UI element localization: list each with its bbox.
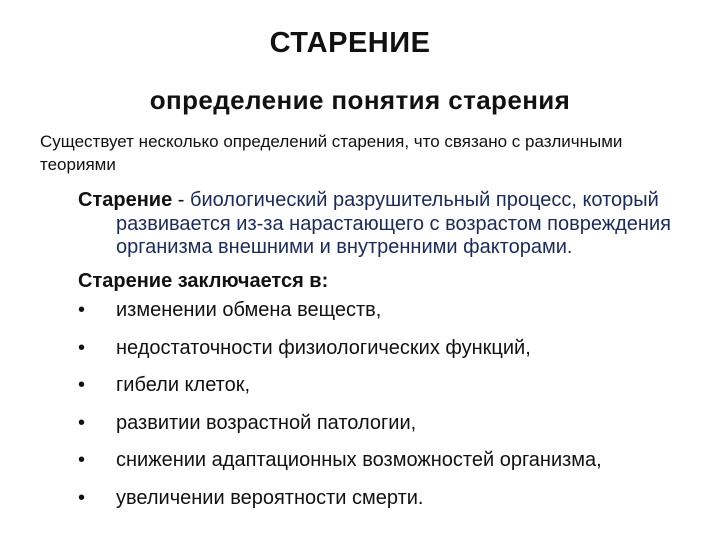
slide-content	[78, 189, 698, 524]
bullet-icon: •	[78, 299, 86, 321]
slide-subtitle: определение понятия старения	[149, 85, 571, 115]
list-item-text: развитии возрастной патологии,	[116, 411, 417, 434]
definition-separator: -	[172, 189, 190, 211]
list-item	[78, 487, 698, 511]
bullet-icon: •	[78, 374, 86, 396]
consists-list	[78, 299, 698, 510]
bullet-icon: •	[78, 411, 86, 434]
list-item	[78, 299, 698, 323]
list-item	[78, 337, 698, 361]
list-item	[78, 412, 698, 436]
list-item-text: недостаточности физиологических функций,	[116, 336, 531, 359]
bullet-icon: •	[78, 486, 86, 509]
definition-paragraph	[78, 189, 698, 260]
list-item-text: снижении адаптационных возможностей организма,	[116, 449, 602, 471]
consists-heading: Старение заключается в:	[78, 269, 329, 292]
list-item-text: гибели клеток,	[116, 374, 251, 396]
slide-title: СТАРЕНИЕ	[269, 27, 431, 59]
bullet-icon: •	[78, 336, 86, 359]
definition-text: биологический разрушительный процесс, который развивается из-за нарастающего с возрастом повреждения организма внешними и внутренними факторами.	[116, 189, 671, 258]
bullet-icon: •	[78, 449, 86, 471]
list-item	[78, 374, 698, 398]
list-item-text: изменении обмена веществ,	[116, 299, 382, 321]
list-item-text: увеличении вероятности смерти.	[116, 486, 424, 509]
definition-term: Старение	[78, 189, 173, 211]
intro-text: Существует несколько определений старения, что связано с различными теориями	[40, 132, 623, 174]
list-item	[78, 449, 698, 473]
